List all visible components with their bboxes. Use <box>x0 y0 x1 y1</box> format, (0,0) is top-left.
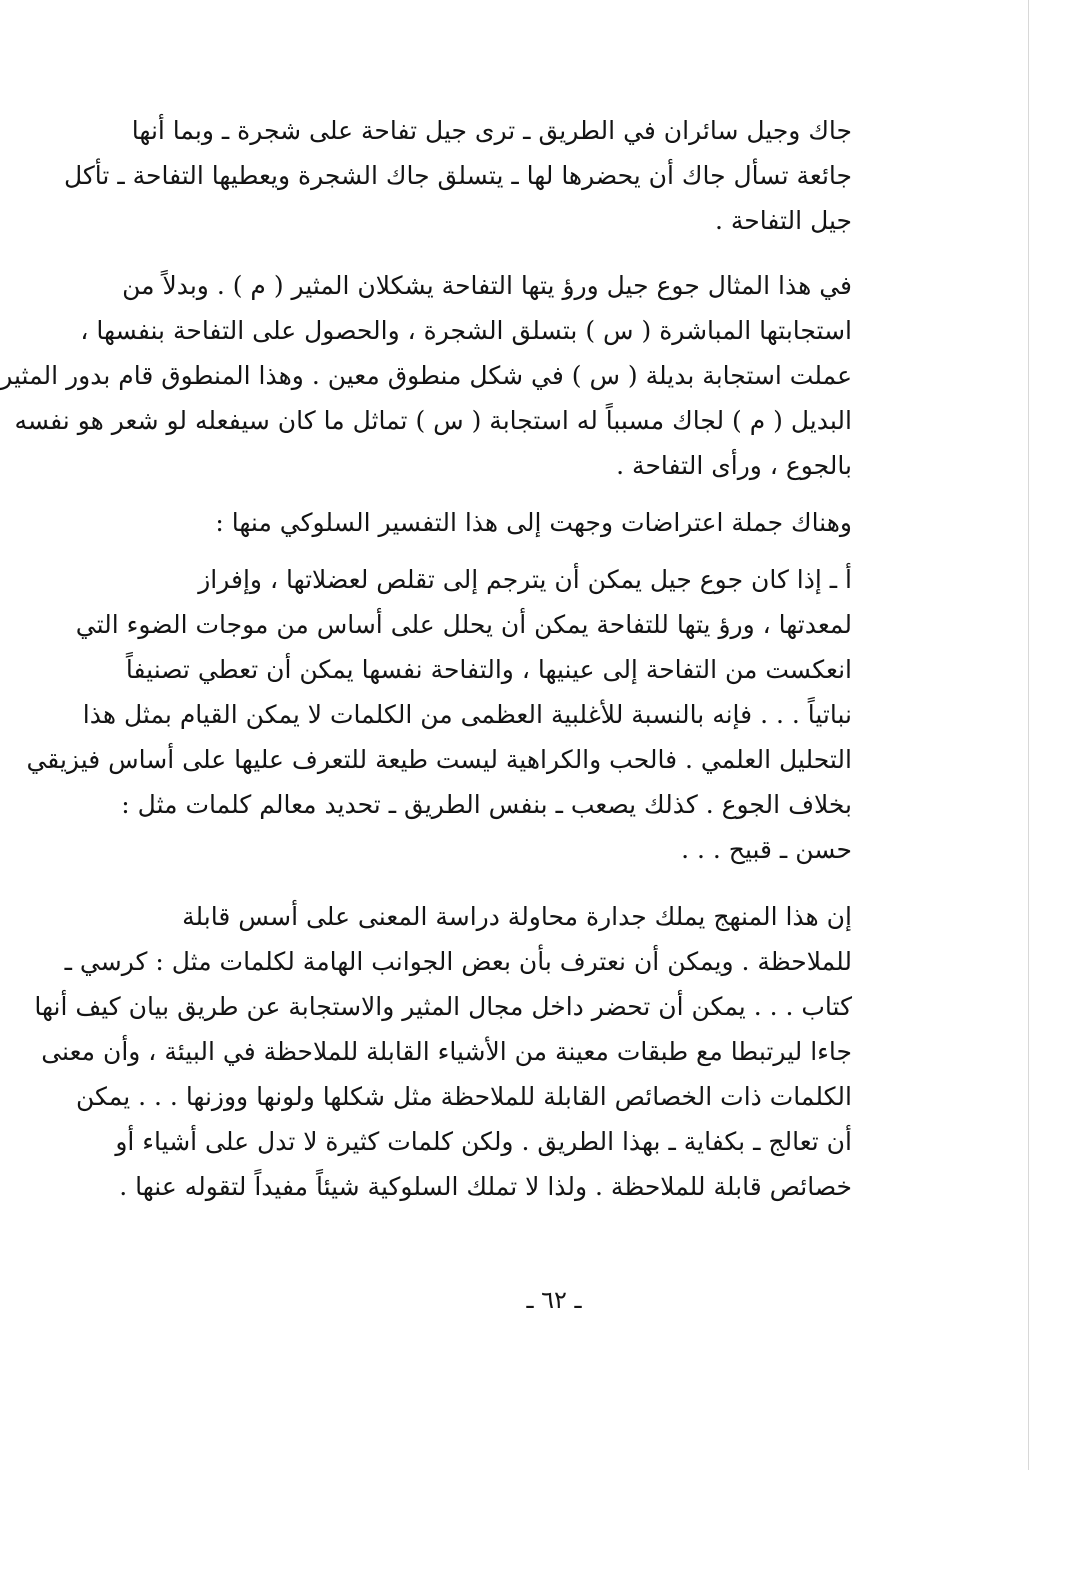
text-line: انعكست من التفاحة إلى عينيها ، والتفاحة نفسها يمكن أن تعطي تصنيفاً <box>125 655 852 684</box>
text-line: البديل ( م ) لجاك مسبباً له استجابة ( س ) تماثل ما كان سيفعله لو شعر هو نفسه <box>14 406 852 435</box>
paragraph-conclusion <box>34 894 852 1209</box>
text-line: استجابتها المباشرة ( س ) بتسلق الشجرة ، والحصول على التفاحة بنفسها ، <box>80 316 852 345</box>
text-line: كتاب . . . يمكن أن تحضر داخل مجال المثير والاستجابة عن طريق بيان كيف أنها <box>34 992 852 1021</box>
body-text <box>0 108 852 1209</box>
paragraph-objection-a <box>26 557 852 872</box>
page-edge-line <box>1028 0 1029 1470</box>
text-line: بالجوع ، ورأى التفاحة . <box>616 451 852 480</box>
paragraph-story <box>63 108 852 243</box>
text-line: لمعدتها ، ورؤ يتها للتفاحة يمكن أن يحلل على أساس من موجات الضوء التي <box>75 610 852 639</box>
text-line: أن تعالج ـ بكفاية ـ بهذا الطريق . ولكن كلمات كثيرة لا تدل على أشياء أو <box>115 1127 852 1156</box>
paragraph-analysis <box>0 263 852 488</box>
text-line: نباتياً . . . فإنه بالنسبة للأغلبية العظمى من الكلمات لا يمكن القيام بمثل هذا <box>82 700 852 729</box>
text-line: في هذا المثال جوع جيل ورؤ يتها التفاحة يشكلان المثير ( م ) . وبدلاً من <box>122 271 852 300</box>
text-line: بخلاف الجوع . كذلك يصعب ـ بنفس الطريق ـ تحديد معالم كلمات مثل : <box>121 790 852 819</box>
text-line: حسن ـ قبيح . . . <box>681 835 852 864</box>
text-line: الكلمات ذات الخصائص القابلة للملاحظة مثل شكلها ولونها ووزنها . . . يمكن <box>75 1082 852 1111</box>
text-line: جاءا ليرتبطا مع طبقات معينة من الأشياء القابلة للملاحظة في البيئة ، وأن معنى <box>41 1037 852 1066</box>
text-line: جاك وجيل سائران في الطريق ـ ترى جيل تفاحة على شجرة ـ وبما أنها <box>131 116 852 145</box>
text-line: جيل التفاحة . <box>715 206 852 235</box>
text-line: إن هذا المنهج يملك جدارة محاولة دراسة المعنى على أسس قابلة <box>182 902 852 931</box>
page-number: ـ ٦٢ ـ <box>526 1286 582 1314</box>
text-line: خصائص قابلة للملاحظة . ولذا لا تملك السلوكية شيئاً مفيداً لتقوله عنها . <box>119 1172 852 1201</box>
text-line: أ ـ إذا كان جوع جيل يمكن أن يترجم إلى تقلص لعضلاتها ، وإفراز <box>198 565 852 594</box>
text-line: التحليل العلمي . فالحب والكراهية ليست طيعة للتعرف عليها على أساس فيزيقي <box>26 745 852 774</box>
text-line: جائعة تسأل جاك أن يحضرها لها ـ يتسلق جاك الشجرة ويعطيها التفاحة ـ تأكل <box>63 161 852 190</box>
text-line: للملاحظة . ويمكن أن نعترف بأن بعض الجوانب الهامة لكلمات مثل : كرسي ـ <box>64 947 852 976</box>
paragraph-objections-intro <box>130 500 852 545</box>
text-line: وهناك جملة اعتراضات وجهت إلى هذا التفسير السلوكي منها : <box>215 508 852 537</box>
text-line: عملت استجابة بديلة ( س ) في شكل منطوق معين . وهذا المنطوق قام بدور المثير <box>0 361 852 390</box>
